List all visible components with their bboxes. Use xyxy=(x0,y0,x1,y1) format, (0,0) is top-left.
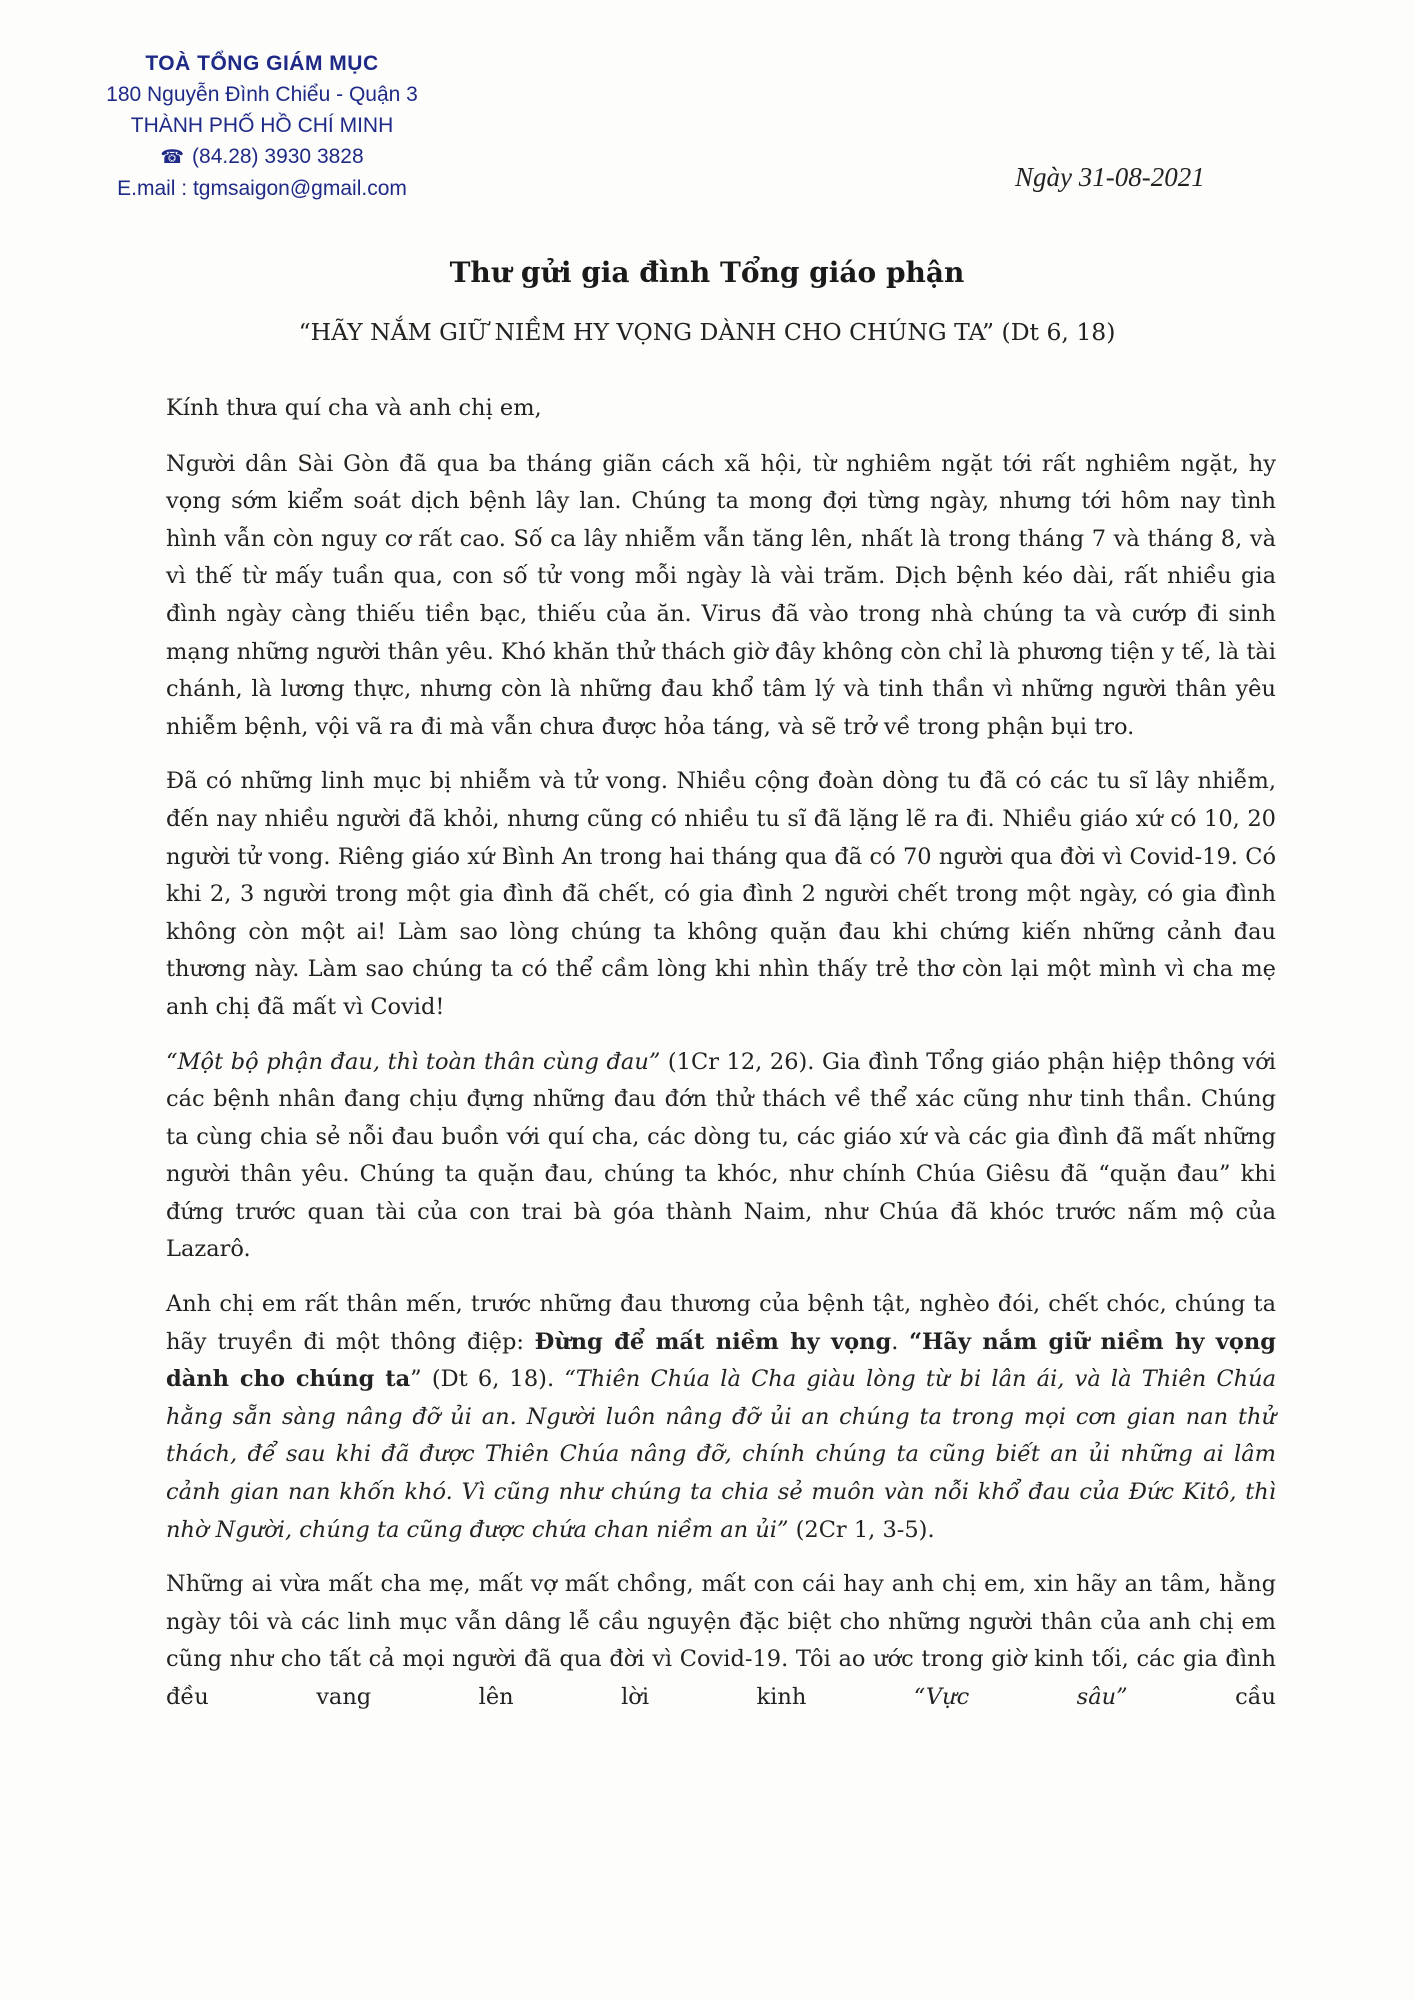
letterhead-city: THÀNH PHỐ HỒ CHÍ MINH xyxy=(130,114,394,137)
letterhead xyxy=(62,48,462,204)
letterhead-address: 180 Nguyễn Đình Chiểu - Quận 3 xyxy=(106,83,418,106)
hope-quote: “Hãy nắm giữ niềm hy vọng dành cho chúng ta xyxy=(166,1328,1276,1393)
letter-subtitle: “HÃY NẮM GIỮ NIỀM HY VỌNG DÀNH CHO CHÚNG TA” (Dt 6, 18) xyxy=(298,318,1116,346)
paragraph-4-intro: Anh chị em rất thân mến, trước những đau thương của bệnh tật, nghèo đói, chết chóc, chúng ta hãy truyền đi một thông điệp: xyxy=(166,1291,1276,1355)
paragraph-1: Người dân Sài Gòn đã qua ba tháng giãn cách xã hội, từ nghiêm ngặt tới rất nghiêm ngặt, hy vọng sớm kiểm soát dịch bệnh lây lan. Chúng ta mong đợi từng ngày, nhưng tới hôm nay tình hình vẫn còn nguy cơ rất cao. Số ca lây nhiễm vẫn tăng lên, nhất là trong tháng 7 và tháng 8, và vì thế từ mấy tuần qua, con số tử vong mỗi ngày là vài trăm. Dịch bệnh kéo dài, rất nhiều gia đình ngày càng thiếu tiền bạc, thiếu của ăn. Virus đã vào trong nhà chúng ta và cướp đi sinh mạng những người thân yêu. Khó khăn thử thách giờ đây không còn chỉ là phương tiện y tế, là tài chánh, là lương thực, nhưng còn là những đau khổ tâm lý và tinh thần vì những người thân yêu nhiễm bệnh, vội vã ra đi mà vẫn chưa được hỏa táng, và sẽ trở về trong phận bụi tro. xyxy=(166,450,1276,740)
letterhead-org: TOÀ TỔNG GIÁM MỤC xyxy=(145,52,379,75)
letter-title: Thư gửi gia đình Tổng giáo phận xyxy=(449,256,965,289)
paragraph-5-text: Những ai vừa mất cha mẹ, mất vợ mất chồng, mất con cái hay anh chị em, xin hãy an tâm, hằng ngày tôi và các linh mục vẫn dâng lễ cầu nguyện đặc biệt cho những người thân của anh chị em cũng như cho tất cả mọi người đã qua đời vì Covid-19. Tôi ao ước trong giờ kinh tối, các gia đình đều vang lên lời kinh xyxy=(166,1571,1276,1710)
paragraph-4-ref: ” (Dt 6, 18). xyxy=(410,1366,565,1393)
corinthians-quote: “Thiên Chúa là Cha giàu lòng từ bi lân ái, và là Thiên Chúa hằng sẵn sàng nâng đỡ ủi an. Người luôn nâng đỡ ủi an chúng ta trong mọi cơn gian nan thử thách, để sau khi đã được Thiên Chúa nâng đỡ, chính chúng ta cũng biết an ủi những ai lâm cảnh gian nan khốn khó. Vì cũng như chúng ta chia sẻ muôn vàn nỗi khổ đau của Đức Kitô, thì nhờ Người, chúng ta cũng được chứa chan niềm an ủi” xyxy=(166,1366,1277,1543)
paragraph-3 xyxy=(166,1044,1276,1270)
letterhead-phone-line xyxy=(62,141,462,173)
paragraph-4 xyxy=(166,1286,1276,1549)
paragraph-3-text: (1Cr 12, 26). Gia đình Tổng giáo phận hiệp thông với các bệnh nhân đang chịu đựng những đau đớn thử thách về thể xác cũng như tinh thần. Chúng ta cùng chia sẻ nỗi đau buồn với quí cha, các dòng tu, các giáo xứ và các gia đình đã mất những người thân yêu. Chúng ta quặn đau, chúng ta khóc, như chính Chúa Giêsu đã “quặn đau” khi đứng trước quan tài của con trai bà góa thành Naim, như Chúa đã khóc trước nấm mộ của Lazarô. xyxy=(166,1048,1276,1263)
letter-date: Ngày 31-08-2021 xyxy=(1015,162,1205,192)
telephone-icon: ☎ xyxy=(160,147,185,168)
letter-body xyxy=(166,390,1276,1734)
prayer-name: “Vực sâu” xyxy=(913,1684,1128,1710)
greeting: Kính thưa quí cha và anh chị em, xyxy=(166,395,542,421)
letterhead-email: E.mail : tgmsaigon@gmail.com xyxy=(117,177,407,200)
paragraph-4-ref2: (2Cr 1, 3-5). xyxy=(788,1516,935,1543)
key-message: Đừng để mất niềm hy vọng xyxy=(534,1328,892,1355)
letterhead-phone: (84.28) 3930 3828 xyxy=(192,145,364,168)
paragraph-5-end: cầu xyxy=(1127,1684,1276,1710)
paragraph-4-sep: . xyxy=(891,1328,910,1355)
paragraph-5 xyxy=(166,1566,1276,1716)
paragraph-2: Đã có những linh mục bị nhiễm và tử vong. Nhiều cộng đoàn dòng tu đã có các tu sĩ lây nhiễm, đến nay nhiều người đã khỏi, nhưng cũng có nhiều tu sĩ đã lặng lẽ ra đi. Nhiều giáo xứ có 10, 20 người tử vong. Riêng giáo xứ Bình An trong hai tháng qua đã có 70 người qua đời vì Covid-19. Có khi 2, 3 người trong một gia đình đã chết, có gia đình 2 người chết trong một ngày, có gia đình không còn một ai! Làm sao lòng chúng ta không quặn đau khi chứng kiến những cảnh đau thương này. Làm sao chúng ta có thể cầm lòng khi nhìn thấy trẻ thơ còn lại một mình vì cha mẹ anh chị đã mất vì Covid! xyxy=(166,768,1276,1020)
scripture-quote: “Một bộ phận đau, thì toàn thân cùng đau” xyxy=(166,1048,661,1075)
